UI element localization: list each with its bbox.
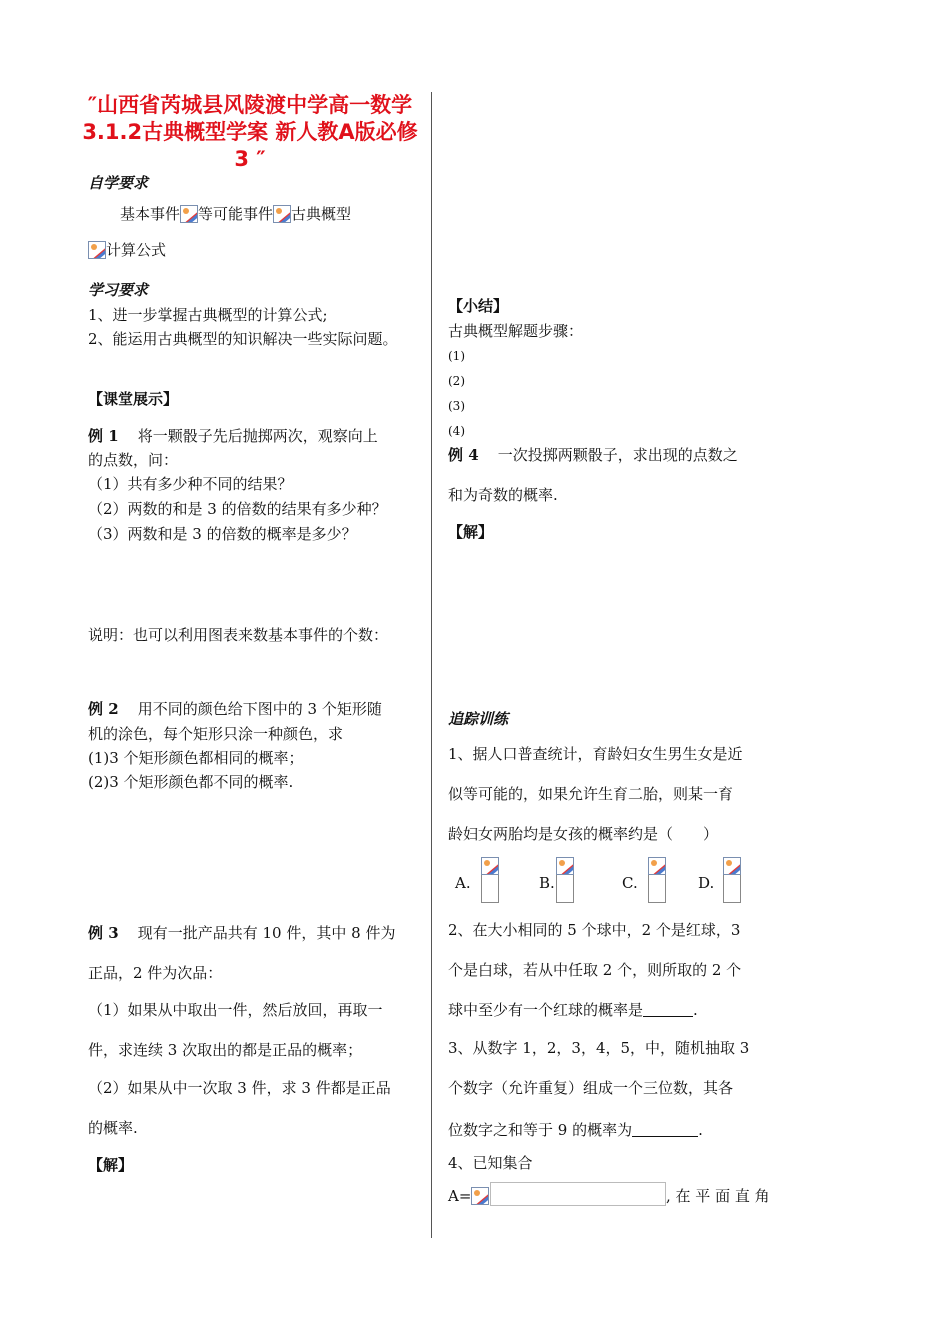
image-placeholder-icon (556, 857, 574, 875)
example-4-line2: 和为奇数的概率. (448, 486, 558, 504)
image-placeholder-icon (471, 1187, 489, 1205)
example-1-q3: （3）两数和是 3 的倍数的概率是多少？ (88, 525, 357, 543)
option-a-label: A. (455, 874, 471, 892)
problem-1-line3: 龄妇女两胎均是女孩的概率约是（ ） (448, 825, 719, 843)
problem-3-text: 位数字之和等于 9 的概率为 (448, 1121, 633, 1139)
example-2-line1 (88, 699, 382, 719)
option-d-label: D. (698, 874, 715, 892)
example-1-q1: （1）共有多少种不同的结果？ (88, 475, 293, 493)
problem-4-tail: , 在 平 面 直 角 (666, 1187, 770, 1205)
page-title: ″山西省芮城县风陵渡中学高一数学 3.1.2古典概型学案 新人教A版必修3 ″ (82, 93, 418, 171)
right-solution-label: 【解】 (448, 523, 494, 541)
summary-text: 古典概型解题步骤： (448, 322, 584, 340)
term-basic-event: 基本事件 (120, 205, 181, 223)
example-2-text: 用不同的颜色给下图中的 3 个矩形随 (137, 700, 382, 718)
problem-4-set-a (448, 1186, 489, 1206)
answer-blank (632, 1122, 698, 1137)
image-placeholder-icon (88, 241, 106, 259)
example-3-line1 (88, 923, 395, 943)
image-placeholder-icon (648, 857, 666, 875)
option-d-fraction (723, 857, 741, 903)
problem-3-line1: 3、从数字 1，2，3，4，5，中，随机抽取 3 (448, 1039, 750, 1057)
option-c-label: C. (622, 874, 638, 892)
example-3-q2a: （2）如果从中一次取 3 件，求 3 件都是正品 (88, 1079, 391, 1097)
example-2-q2: (2)3 个矩形颜色都不同的概率. (88, 773, 294, 791)
term-equal-event: 等可能事件 (198, 205, 274, 223)
left-solution-label: 【解】 (88, 1156, 134, 1174)
set-a-label: A= (448, 1187, 472, 1205)
image-placeholder-icon (723, 857, 741, 875)
example-1-q2: （2）两数的和是 3 的倍数的结果有多少种？ (88, 500, 387, 518)
step-4: (4) (448, 424, 465, 438)
problem-2-line3 (448, 1000, 698, 1020)
option-b-label: B. (539, 874, 555, 892)
example-3-label: 例 3 (88, 924, 119, 942)
example-2-q1: (1)3 个矩形颜色都相同的概率； (88, 749, 304, 767)
problem-3-line3 (448, 1120, 703, 1140)
self-study-heading: 自学要求 (88, 174, 149, 192)
example-4-line1 (448, 445, 738, 465)
option-b-fraction (556, 857, 574, 903)
example-2-label: 例 2 (88, 700, 119, 718)
self-study-terms-line2 (88, 240, 166, 260)
example-3-text: 现有一批产品共有 10 件，其中 8 件为 (137, 924, 396, 942)
example-4-text: 一次投掷两颗骰子，求出现的点数之 (497, 446, 738, 464)
problem-3-period: . (698, 1121, 703, 1139)
set-a-formula-box (490, 1182, 666, 1206)
classroom-heading: 【课堂展示】 (88, 390, 179, 408)
problem-2-line1: 2、在大小相同的 5 个球中，2 个是红球，3 (448, 921, 741, 939)
example-1-label: 例 1 (88, 427, 119, 445)
example-3-q1a: （1）如果从中取出一件，然后放回，再取一 (88, 1001, 383, 1019)
problem-2-line2: 个是白球，若从中任取 2 个，则所取的 2 个 (448, 961, 742, 979)
term-classical-model: 古典概型 (291, 205, 352, 223)
example-2-line2: 机的涂色，每个矩形只涂一种颜色，求 (88, 725, 344, 743)
learning-item-1: 1、进一步掌握古典概型的计算公式; (88, 306, 328, 324)
example-3-line2: 正品，2 件为次品： (88, 964, 223, 982)
example-1-text: 将一颗骰子先后抛掷两次，观察向上 (137, 427, 378, 445)
note-text: 说明：也可以利用图表来数基本事件的个数： (88, 626, 389, 644)
example-1-line1 (88, 426, 378, 446)
example-3-q1b: 件，求连续 3 次取出的都是正品的概率； (88, 1041, 363, 1059)
example-3-q2b: 的概率. (88, 1119, 138, 1137)
column-divider (431, 92, 432, 1238)
self-study-terms-line1 (120, 204, 351, 224)
step-3: (3) (448, 399, 465, 413)
problem-3-line2: 个数字（允许重复）组成一个三位数，其各 (448, 1079, 734, 1097)
image-placeholder-icon (273, 205, 291, 223)
example-1-line2: 的点数，问： (88, 451, 179, 469)
option-c-fraction (648, 857, 666, 903)
learning-item-2: 2、能运用古典概型的知识解决一些实际问题。 (88, 330, 398, 348)
problem-2-text: 球中至少有一个红球的概率是 (448, 1001, 644, 1019)
problem-1-line2: 似等可能的，如果允许生育二胎，则某一育 (448, 785, 734, 803)
learning-heading: 学习要求 (88, 281, 149, 299)
problem-4-line1: 4、已知集合 (448, 1154, 533, 1172)
problem-2-period: . (693, 1001, 698, 1019)
tracking-heading: 追踪训练 (448, 710, 509, 728)
option-a-fraction (481, 857, 499, 903)
problem-1-line1: 1、据人口普查统计，育龄妇女生男生女是近 (448, 745, 743, 763)
step-2: (2) (448, 374, 465, 388)
example-4-label: 例 4 (448, 446, 479, 464)
answer-blank (643, 1002, 693, 1017)
step-1: (1) (448, 349, 465, 363)
summary-heading: 【小结】 (448, 297, 509, 315)
image-placeholder-icon (481, 857, 499, 875)
image-placeholder-icon (180, 205, 198, 223)
term-formula: 计算公式 (106, 241, 167, 259)
